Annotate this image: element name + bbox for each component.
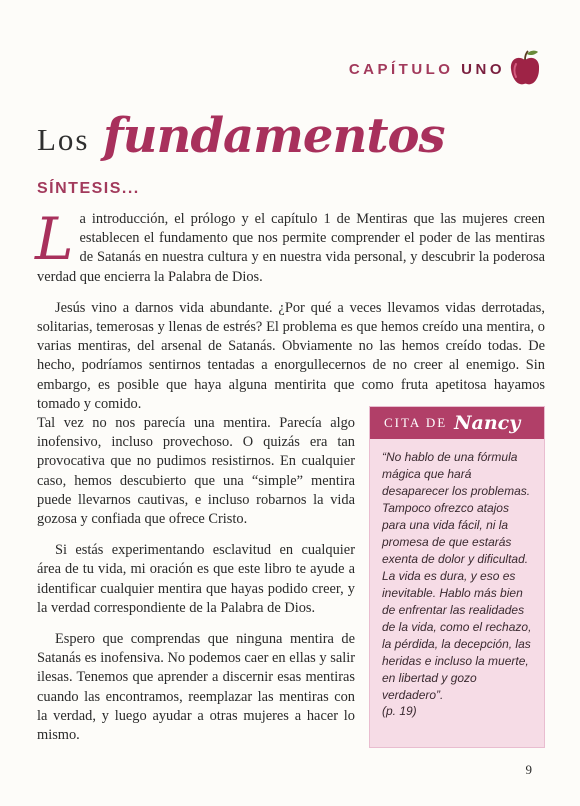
sidebar-name: Nancy <box>454 412 521 434</box>
apple-icon <box>508 48 542 88</box>
paragraph-2b <box>37 414 355 529</box>
paragraph-4-text: Espero que comprendas que ninguna mentira de Satanás es inofensiva. No podemos caer en ellas y salir ilesas. Tenemos que aprender a discernir esas mentiras cuando las encontramos, reemplazar las mentiras con la verdad, y luego ayudar a otras mujeres a hacer lo mismo. <box>37 631 355 744</box>
chapter-label <box>349 61 505 78</box>
sidebar-citation: (p. 19) <box>382 704 417 718</box>
paragraph-4 <box>37 630 355 745</box>
sidebar-quote: “No hablo de una fórmula mágica que hará desaparecer los problemas. Tampoco ofrezco atajos para una vida fácil, ni la promesa de que estarás exenta de dolor y dificultad. La vida es dura, y eso es inevitable. Hablo más bien de enfrentar las realidades de la vida, como el rechazo, la pérdida, la decepción, las heridas e incluso la muerte, en libertad y gozo verdadero”. <box>382 450 532 702</box>
paragraph-intro <box>35 205 545 287</box>
sidebar-label: CITA DE <box>384 415 448 430</box>
section-heading: SÍNTESIS... <box>37 180 140 197</box>
paragraph-2b-text: Tal vez no nos parecía una mentira. Parecía algo inofensivo, incluso provechoso. O quizás era tan provocativa que no pudimos resistirnos. En cualquier caso, hemos descubierto que una “simple” mentira puede llevarnos cautivas, e incluso robarnos la vida gozosa y confiada que ofrece Cristo. <box>37 415 355 528</box>
paragraph-2 <box>37 299 545 414</box>
paragraph-3 <box>37 541 355 618</box>
paragraph-3-text: Si estás experimentando esclavitud en cualquier área de tu vida, mi oración es que este libro te ayude a identificar cualquier mentira que hayas podido creer, y la verdad correspondiente de la Palabra de Dios. <box>37 542 355 616</box>
chapter-number: UNO <box>461 61 505 78</box>
paragraph-2-text: Jesús vino a darnos vida abundante. ¿Por qué a veces llevamos vidas derrotadas, solitarias, temerosas y llenas de estrés? El problema es que hemos creído una mentira, o varias mentiras, del arsenal de Satanás. Obviamente no las hemos creído todas. De hecho, podríamos sentirnos tentadas a enorgullecernos de no creer al enemigo. Sin embargo, es posible que haya alguna mentirita que como fruta apetitosa hayamos tomado y comido. <box>37 299 545 412</box>
quote-sidebar <box>369 406 545 748</box>
chapter-word: CAPÍTULO <box>348 61 454 78</box>
sidebar-header <box>370 407 544 439</box>
page-number: 9 <box>525 762 532 777</box>
title-script: fundamentos <box>103 108 445 164</box>
paragraph-intro-text: a introducción, el prólogo y el capítulo 1 de Mentiras que las mujeres creen establecen el fundamento que nos permite comprender el poder de las mentiras de Satanás en nuestra cultura y en nuestra vida personal, y descubrir la poderosa verdad que encierra la Palabra de Dios. <box>37 211 545 285</box>
title-prefix: Los <box>37 122 90 157</box>
drop-cap: L <box>35 205 74 273</box>
